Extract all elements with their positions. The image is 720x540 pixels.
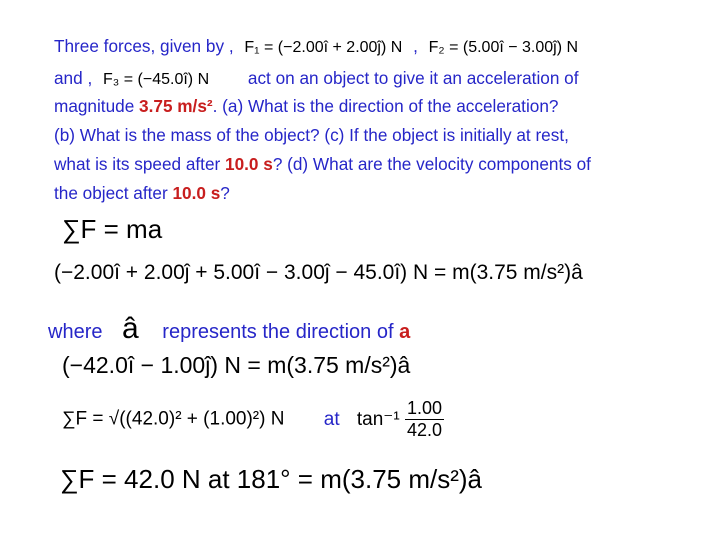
problem-line-5 xyxy=(54,156,591,173)
problem-line-1 xyxy=(54,38,578,56)
time-value-2: 10.0 s xyxy=(172,183,221,203)
angle-fraction xyxy=(405,398,444,441)
problem-text-speed: what is its speed after xyxy=(54,154,221,174)
force-f3-expression: F₃ = (−45.0î) N xyxy=(103,71,210,88)
a-hat-symbol: â xyxy=(122,312,139,345)
fraction-denominator: 42.0 xyxy=(406,420,442,440)
equation-net-force-components: (−42.0î − 1.00ĵ) N = m(3.75 m/s²)â xyxy=(62,352,411,378)
problem-line-2 xyxy=(54,70,579,88)
problem-text-question-a: . (a) What is the direction of the acceleration? xyxy=(212,96,559,116)
represents-label: represents the direction of xyxy=(162,321,394,343)
problem-text-question-b-c: (b) What is the mass of the object? (c) If the object is initially at rest, xyxy=(54,125,569,145)
where-label: where xyxy=(48,321,103,343)
time-value-1: 10.0 s xyxy=(225,154,273,174)
tan-inverse: tan⁻¹ xyxy=(356,408,400,430)
force-f2-expression: F₂ = (5.00î − 3.00ĵ) N xyxy=(428,39,579,56)
problem-text-question-d: ? (d) What are the velocity components of xyxy=(272,154,591,174)
problem-line-4 xyxy=(54,127,569,144)
force-f1-expression: F₁ = (−2.00î + 2.00ĵ) N xyxy=(244,39,403,56)
problem-text-intro: Three forces, given by , xyxy=(54,36,234,56)
at-label: at xyxy=(323,408,340,430)
where-line xyxy=(48,312,410,346)
equation-force-sum: (−2.00î + 2.00ĵ + 5.00î − 3.00ĵ − 45.0î) N = m(3.75 m/s²)â xyxy=(54,261,583,284)
problem-text-act: act on an object to give it an acceleration of xyxy=(247,68,579,88)
acceleration-value: 3.75 m/s² xyxy=(139,96,213,116)
problem-text-and: and , xyxy=(54,68,93,88)
problem-text-end: ? xyxy=(220,183,230,203)
equation-final-result: ∑F = 42.0 N at 181° = m(3.75 m/s²)â xyxy=(60,464,482,494)
represents-variable: a xyxy=(399,321,411,343)
problem-line-6 xyxy=(54,185,230,202)
problem-text-after: the object after xyxy=(54,183,168,203)
problem-line-3 xyxy=(54,98,558,115)
equation-newton-second-law: ∑F = ma xyxy=(62,214,163,244)
equation-magnitude: ∑F = √((42.0)² + (1.00)²) N xyxy=(62,408,285,430)
equation-magnitude-line xyxy=(62,398,444,441)
problem-text-magnitude: magnitude xyxy=(54,96,135,116)
fraction-numerator: 1.00 xyxy=(406,398,442,418)
problem-text-comma: , xyxy=(413,36,418,56)
